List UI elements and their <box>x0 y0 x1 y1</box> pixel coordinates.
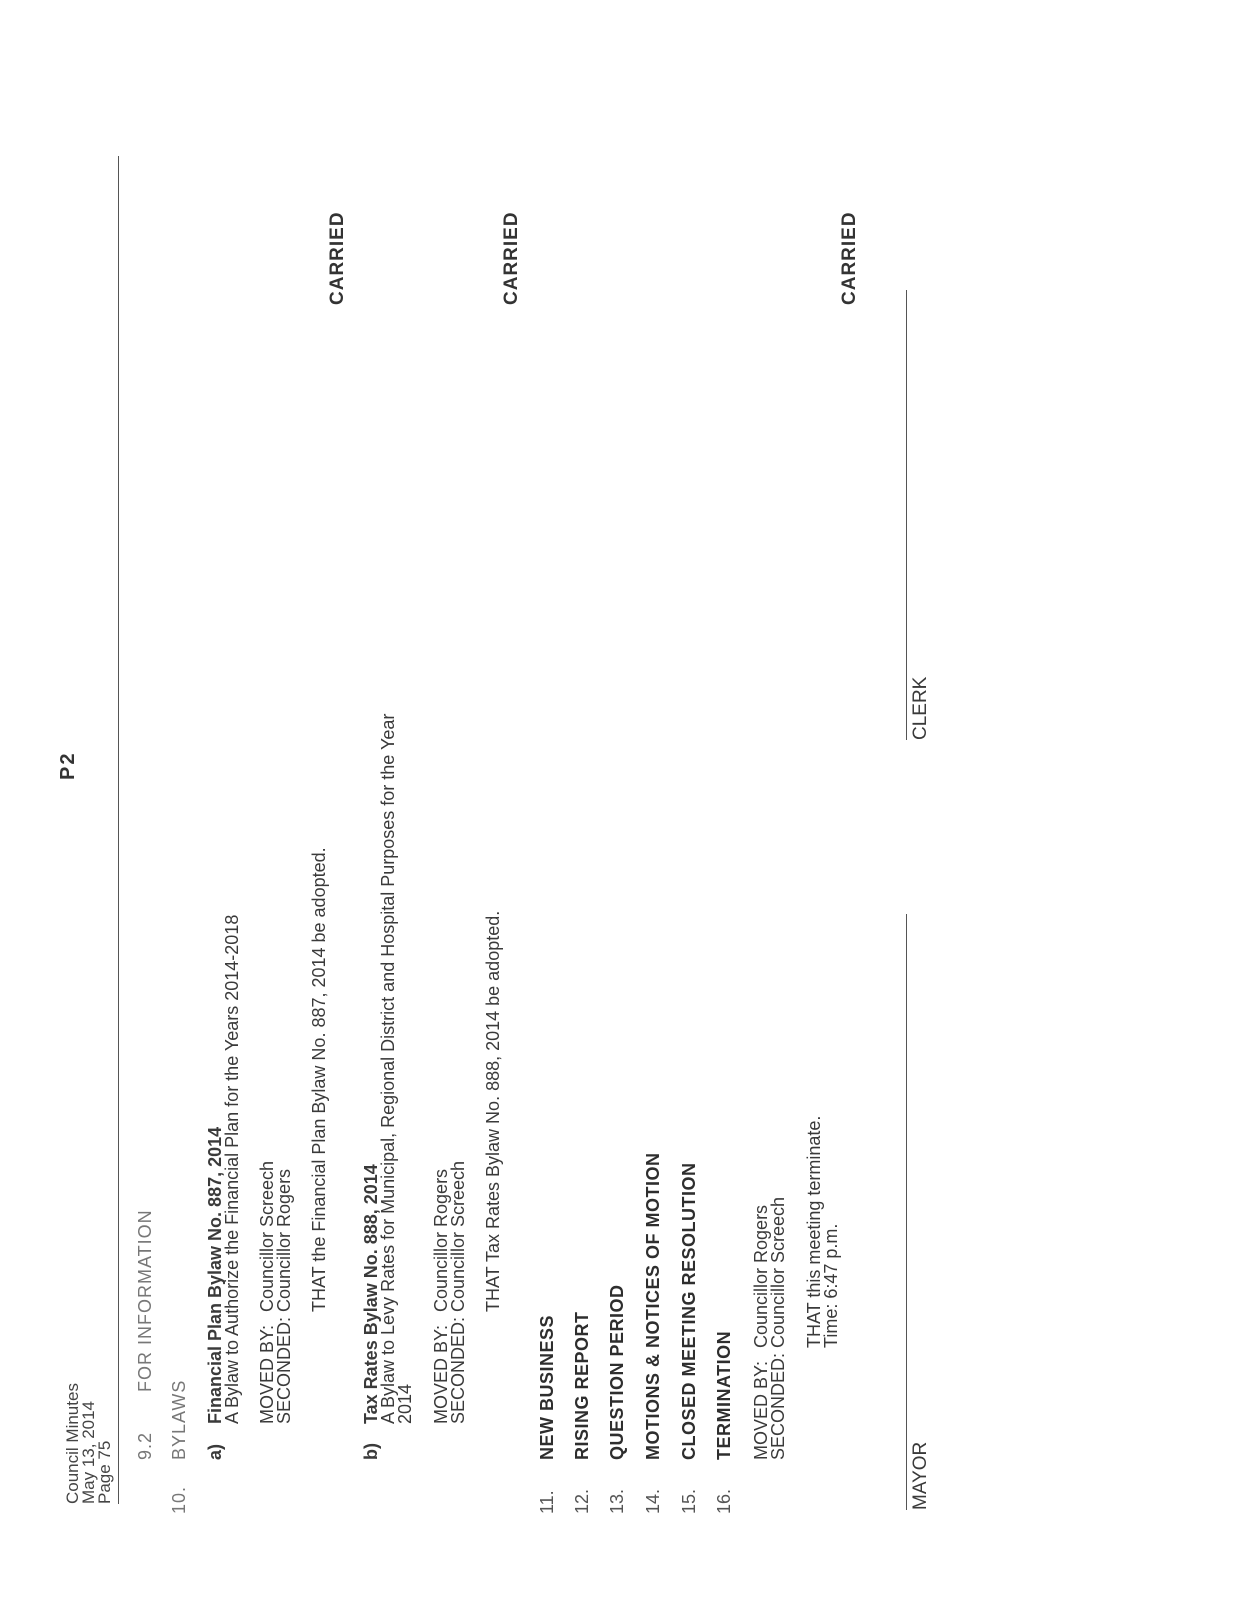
section-14-number: 14. <box>643 1488 663 1514</box>
item-b-letter: b) <box>361 1443 381 1460</box>
section-11-title: NEW BUSINESS <box>537 1314 557 1460</box>
page-number: Page 75 <box>95 1440 114 1504</box>
page-marker: P2 <box>57 751 79 780</box>
item-a-title: Financial Plan Bylaw No. 887, 2014 <box>205 1126 225 1424</box>
termination-seconded-by: Councillor Screech <box>768 1196 788 1348</box>
section-12-title: RISING REPORT <box>572 1311 592 1460</box>
mayor-signature-line <box>906 914 907 1510</box>
item-b-carried: CARRIED <box>501 211 522 305</box>
termination-moved-label: MOVED BY: <box>751 1360 771 1460</box>
meeting-date: May 13, 2014 <box>79 1400 98 1504</box>
termination-time: Time: 6:47 p.m. <box>821 1223 841 1348</box>
item-a-resolution: THAT the Financial Plan Bylaw No. 887, 2014 be adopted. <box>309 847 329 1312</box>
section-15-number: 15. <box>679 1488 699 1514</box>
section-15-title: CLOSED MEETING RESOLUTION <box>679 1162 699 1460</box>
termination-moved-by: Councillor Rogers <box>751 1204 771 1348</box>
doc-title: Council Minutes <box>63 1383 82 1504</box>
item-b-seconded-label: SECONDED: <box>448 1316 468 1424</box>
item-b-description-year: 2014 <box>395 1383 415 1424</box>
clerk-signature-line <box>906 290 907 740</box>
item-b-title: Tax Rates Bylaw No. 888, 2014 <box>361 1164 381 1424</box>
item-a-description: A Bylaw to Authorize the Financial Plan for the Years 2014-2018 <box>222 914 242 1424</box>
section-13-title: QUESTION PERIOD <box>607 1284 627 1460</box>
item-b-description: A Bylaw to Levy Rates for Municipal, Regional District and Hospital Purposes for the Year <box>378 713 398 1424</box>
section-9-2-title: FOR INFORMATION <box>135 1209 155 1392</box>
item-a-moved-by: Councillor Screech <box>257 1160 277 1312</box>
section-16-title: TERMINATION <box>714 1330 734 1460</box>
section-12-number: 12. <box>572 1488 592 1514</box>
termination-resolution: THAT this meeting terminate. <box>804 1115 824 1348</box>
section-10-title: BYLAWS <box>169 1379 189 1460</box>
termination-seconded-label: SECONDED: <box>768 1352 788 1460</box>
section-11-number: 11. <box>537 1490 557 1514</box>
section-9-2-number: 9.2 <box>135 1431 155 1460</box>
item-b-moved-by: Councillor Rogers <box>431 1168 451 1312</box>
item-b-resolution: THAT Tax Rates Bylaw No. 888, 2014 be adopted. <box>483 910 503 1312</box>
item-a-letter: a) <box>205 1443 225 1460</box>
item-b-seconded-by: Councillor Screech <box>448 1160 468 1312</box>
termination-carried: CARRIED <box>839 211 860 305</box>
item-b-moved-label: MOVED BY: <box>431 1324 451 1424</box>
section-13-number: 13. <box>607 1488 627 1514</box>
section-10-number: 10. <box>169 1485 189 1514</box>
section-14-title: MOTIONS & NOTICES OF MOTION <box>643 1152 663 1460</box>
item-a-seconded-by: Councillor Rogers <box>274 1168 294 1312</box>
section-16-number: 16. <box>714 1488 734 1514</box>
item-a-moved-label: MOVED BY: <box>257 1324 277 1424</box>
mayor-label: MAYOR <box>910 1441 931 1510</box>
header-rule <box>118 156 119 1504</box>
item-a-seconded-label: SECONDED: <box>274 1316 294 1424</box>
clerk-label: CLERK <box>910 676 931 740</box>
item-a-carried: CARRIED <box>327 211 348 305</box>
